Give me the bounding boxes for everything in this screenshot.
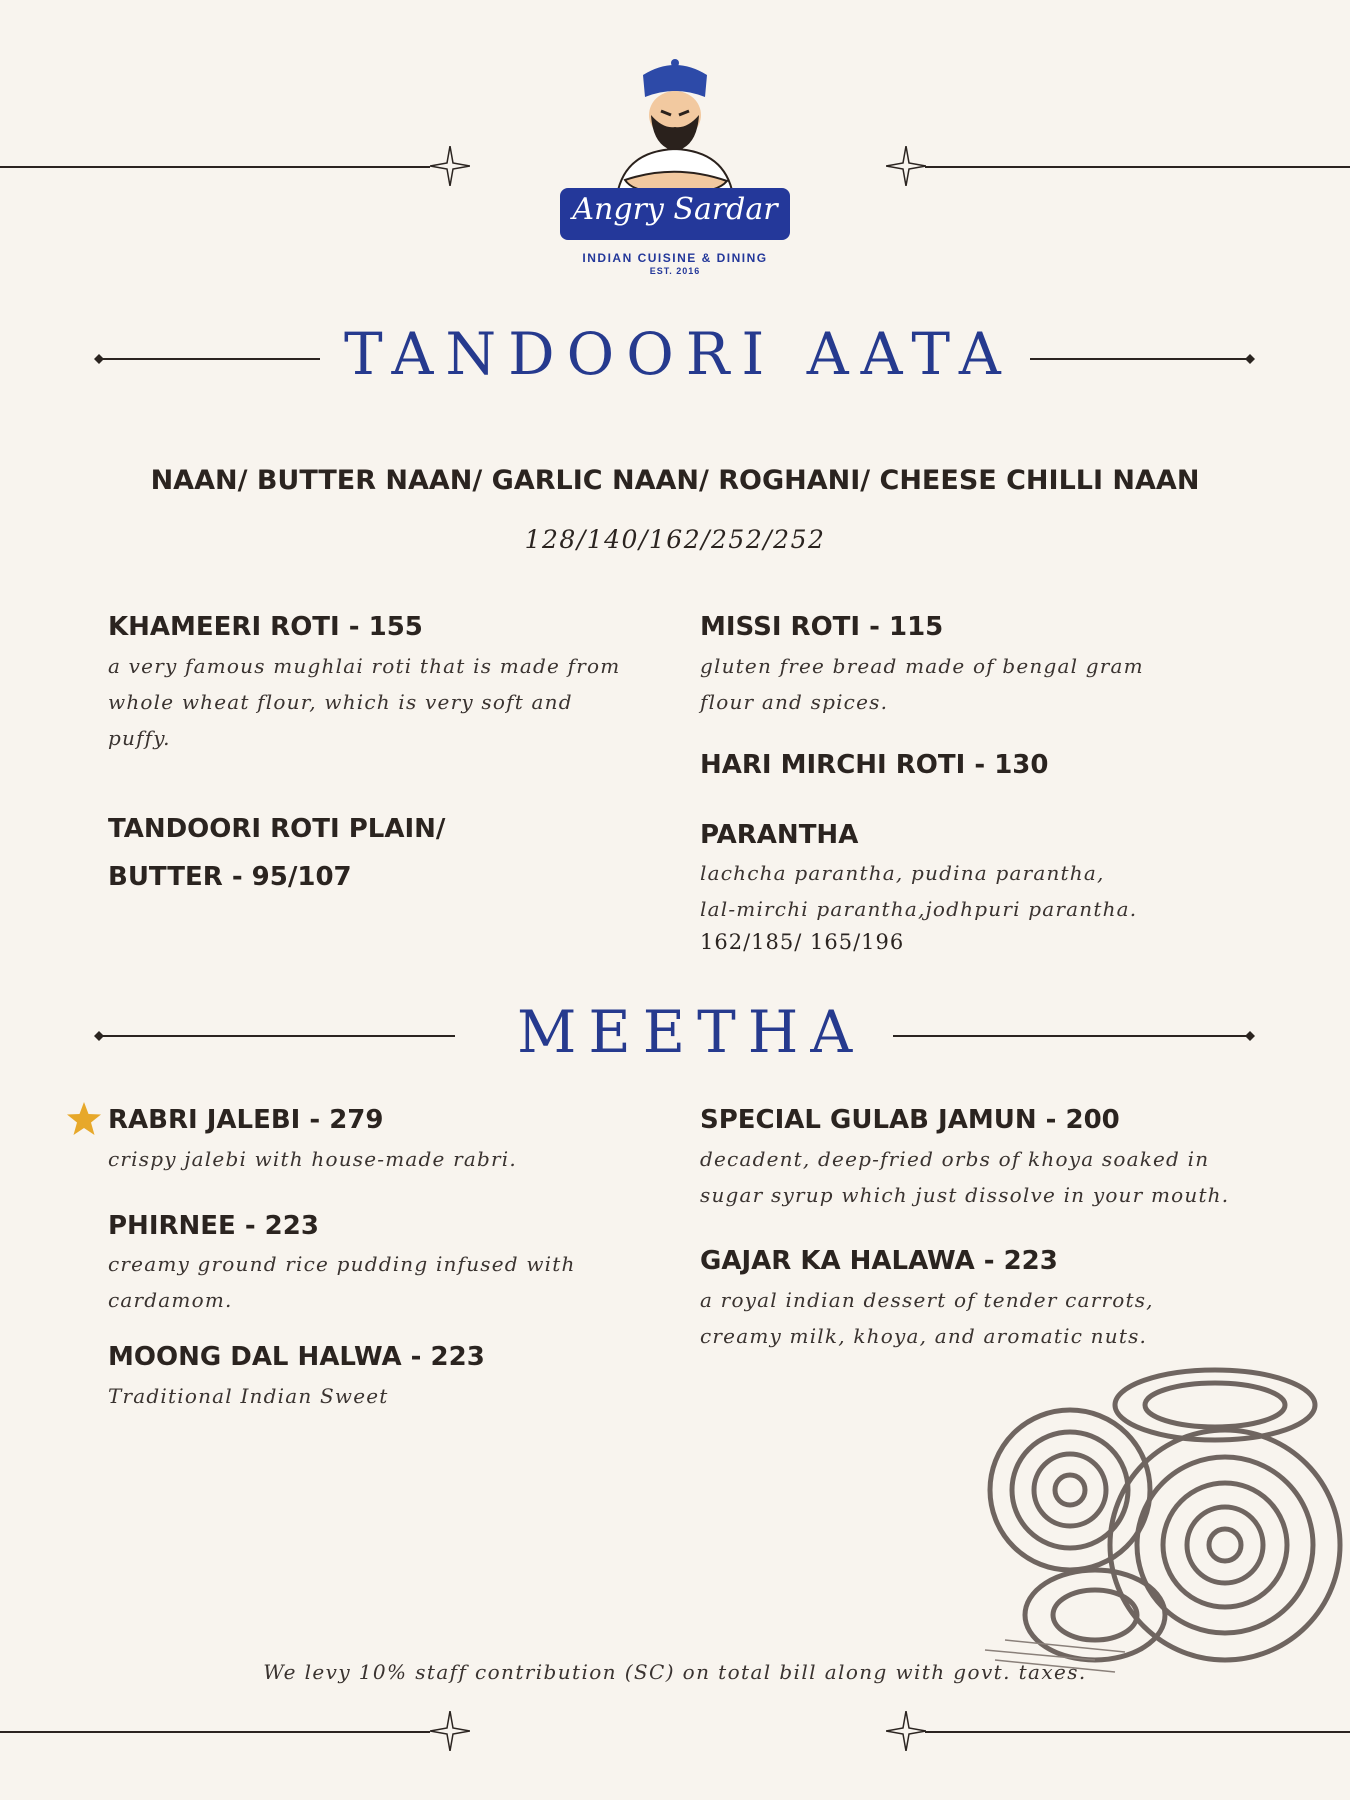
footer-note: We levy 10% staff contribution (SC) on total bill along with govt. taxes. bbox=[263, 1660, 1087, 1684]
item-desc-moong-dal: Traditional Indian Sweet bbox=[108, 1384, 389, 1408]
bottom-right-rule bbox=[925, 1731, 1350, 1733]
item-desc-gulab-jamun: decadent, deep-fried orbs of khoya soaked in sugar syrup which just dissolve in your mouth. bbox=[700, 1147, 1230, 1207]
item-title-rabri-jalebi: RABRI JALEBI - 279 bbox=[108, 1105, 384, 1135]
diamond-icon bbox=[94, 354, 104, 364]
item-desc-gajar: a royal indian dessert of tender carrots, creamy milk, khoya, and aromatic nuts. bbox=[700, 1288, 1154, 1348]
item-title-hari-mirchi: HARI MIRCHI ROTI - 130 bbox=[700, 750, 1049, 780]
item-title-gajar: GAJAR KA HALAWA - 223 bbox=[700, 1246, 1058, 1276]
item-title-phirnee: PHIRNEE - 223 bbox=[108, 1211, 319, 1241]
naan-heading: NAAN/ BUTTER NAAN/ GARLIC NAAN/ ROGHANI/ CHEESE CHILLI NAAN bbox=[150, 465, 1200, 496]
diamond-icon bbox=[1245, 354, 1255, 364]
sparkle-icon bbox=[886, 1711, 926, 1751]
brand-established: EST. 2016 bbox=[649, 266, 701, 276]
sparkle-icon bbox=[430, 1711, 470, 1751]
angry-sardar-logo bbox=[555, 55, 795, 280]
top-right-rule bbox=[925, 166, 1350, 168]
jalebi-illustration bbox=[975, 1360, 1350, 1680]
item-title-missi: MISSI ROTI - 115 bbox=[700, 612, 944, 642]
item-desc-rabri-jalebi: crispy jalebi with house-made rabri. bbox=[108, 1147, 517, 1171]
section-title-meetha: MEETHA bbox=[517, 998, 865, 1066]
naan-prices: 128/140/162/252/252 bbox=[524, 525, 826, 554]
item-title-moong-dal: MOONG DAL HALWA - 223 bbox=[108, 1342, 485, 1372]
item-desc-phirnee: creamy ground rice pudding infused with cardamom. bbox=[108, 1252, 576, 1312]
sparkle-icon bbox=[886, 146, 926, 186]
item-desc-khameeri: a very famous mughlai roti that is made from whole wheat flour, which is very soft and puffy. bbox=[108, 654, 621, 750]
tandoori-right-rule bbox=[1030, 358, 1250, 360]
tandoori-left-rule bbox=[100, 358, 320, 360]
parantha-prices: 162/185/ 165/196 bbox=[700, 930, 905, 954]
diamond-icon bbox=[94, 1031, 104, 1041]
item-title-tandoori-roti: TANDOORI ROTI PLAIN/ BUTTER - 95/107 bbox=[108, 814, 446, 892]
top-left-rule bbox=[0, 166, 430, 168]
section-title-tandoori: TANDOORI AATA bbox=[344, 320, 1013, 388]
meetha-left-rule bbox=[100, 1035, 455, 1037]
item-desc-parantha: lachcha parantha, pudina parantha, lal-mirchi parantha,jodhpuri parantha. bbox=[700, 861, 1138, 921]
item-title-khameeri: KHAMEERI ROTI - 155 bbox=[108, 612, 423, 642]
diamond-icon bbox=[1245, 1031, 1255, 1041]
brand-tagline: INDIAN CUISINE & DINING bbox=[582, 251, 768, 265]
item-title-gulab-jamun: SPECIAL GULAB JAMUN - 200 bbox=[700, 1105, 1120, 1135]
sparkle-icon bbox=[430, 146, 470, 186]
bottom-left-rule bbox=[0, 1731, 430, 1733]
item-desc-missi: gluten free bread made of bengal gram flour and spices. bbox=[700, 654, 1144, 714]
brand-name: Angry Sardar bbox=[572, 192, 778, 227]
star-icon bbox=[65, 1100, 103, 1138]
meetha-right-rule bbox=[893, 1035, 1250, 1037]
item-title-parantha: PARANTHA bbox=[700, 820, 859, 850]
